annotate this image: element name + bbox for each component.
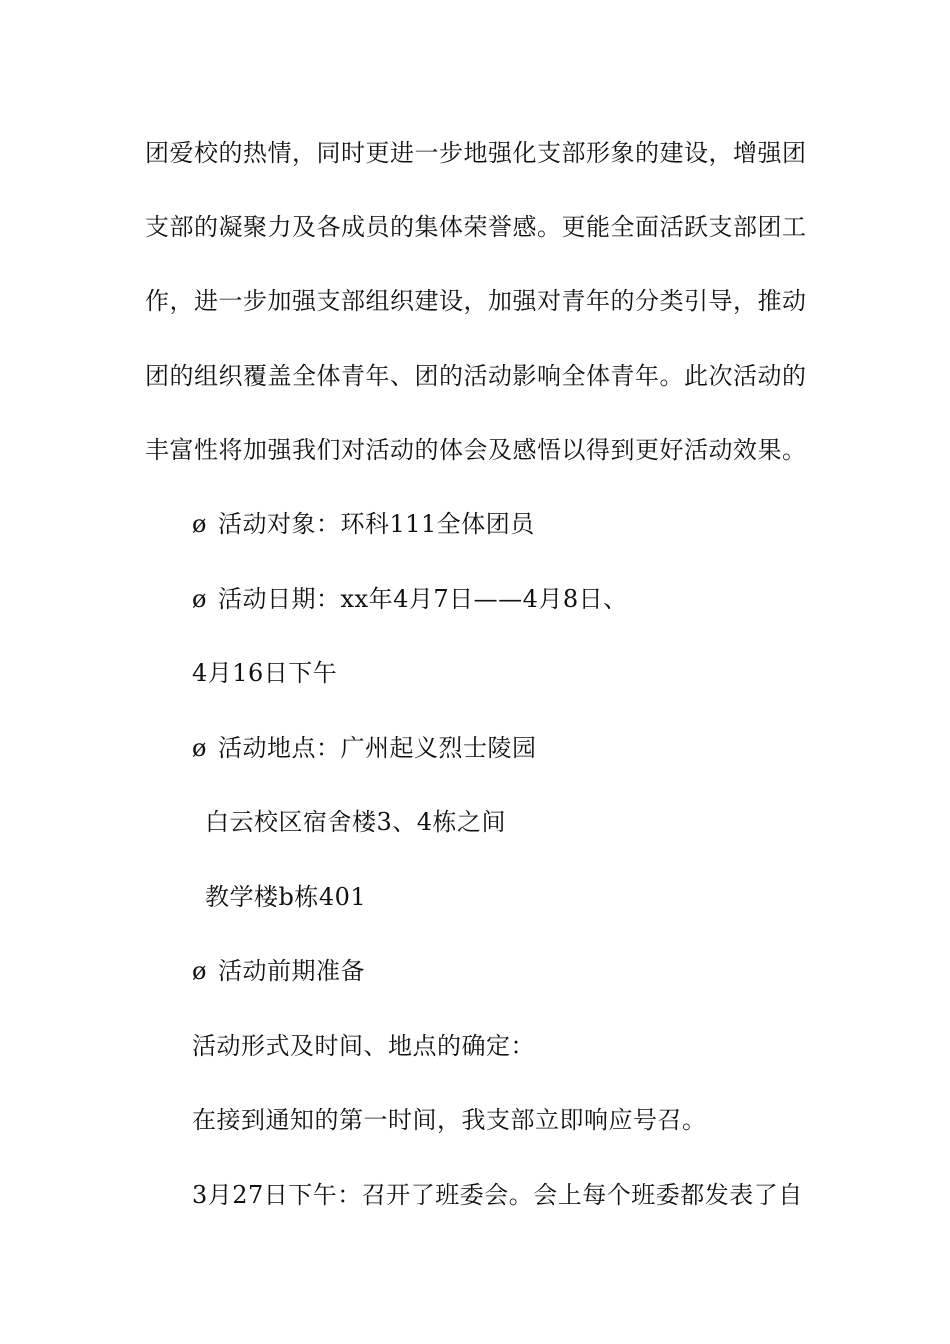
bullet-icon: ø — [192, 957, 207, 985]
activity-target-line — [192, 509, 535, 539]
paragraph-line: 团的组织覆盖全体青年、团的活动影响全体青年。此次活动的 — [145, 362, 807, 390]
paragraph-line: 支部的凝聚力及各成员的集体荣誉感。更能全面活跃支部团工 — [145, 213, 807, 241]
bullet-icon: ø — [192, 734, 207, 762]
bullet-icon: ø — [192, 585, 207, 613]
paragraph-line: 团爱校的热情，同时更进一步地强化支部形象的建设，增强团 — [145, 139, 807, 167]
activity-location-text: 活动地点：广州起义烈士陵园 — [218, 734, 537, 762]
preparation-text: 活动前期准备 — [218, 957, 365, 985]
activity-date-continuation: 4月16日下午 — [192, 659, 338, 687]
location-line-2: 白云校区宿舍楼3、4栋之间 — [205, 808, 507, 836]
activity-target-text: 活动对象：环科111全体团员 — [218, 510, 535, 538]
form-heading: 活动形式及时间、地点的确定： — [192, 1032, 535, 1060]
notice-line: 在接到通知的第一时间，我支部立即响应号召。 — [192, 1106, 707, 1134]
preparation-line — [192, 956, 365, 986]
activity-location-line — [192, 733, 537, 763]
location-line-3: 教学楼b栋401 — [205, 883, 367, 911]
paragraph-line: 丰富性将加强我们对活动的体会及感悟以得到更好活动效果。 — [145, 436, 807, 464]
paragraph-line: 作，进一步加强支部组织建设，加强对青年的分类引导，推动 — [145, 287, 807, 315]
bullet-icon: ø — [192, 510, 207, 538]
activity-date-text: 活动日期：xx年4月7日——4月8日、 — [218, 585, 628, 613]
activity-date-line — [192, 584, 628, 614]
meeting-line: 3月27日下午：召开了班委会。会上每个班委都发表了自 — [192, 1181, 803, 1209]
